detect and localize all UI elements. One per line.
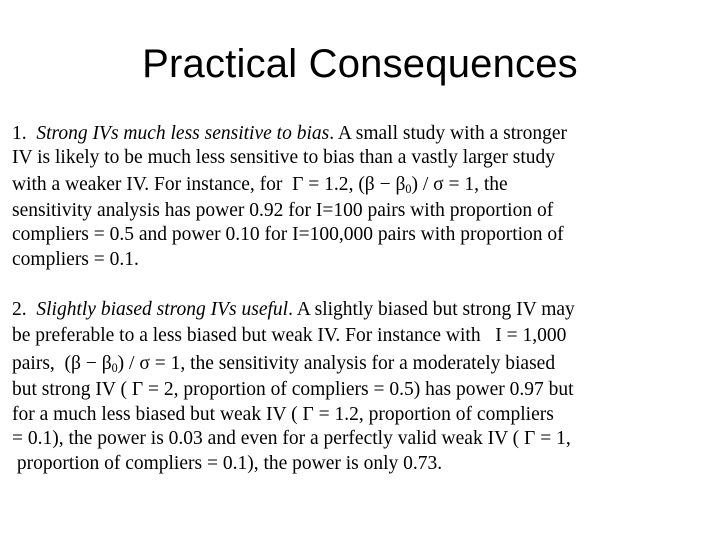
slide-title: Practical Consequences bbox=[142, 42, 578, 86]
point2-line4-end: , proportion of compliers = 0.5) has power 0.97 but bbox=[173, 379, 574, 401]
point2-line5 bbox=[12, 403, 702, 427]
point2-pairs-formula: I = 1,000 bbox=[495, 325, 567, 347]
point2-line1-text: . A slightly biased but strong IV may bbox=[288, 298, 575, 320]
point2-line1 bbox=[12, 298, 702, 322]
point2-number: 2. bbox=[12, 298, 27, 320]
point1-heading: Strong IVs much less sensitive to bias bbox=[36, 123, 330, 144]
point1-line3-text: with a weaker IV. For instance, for bbox=[12, 173, 283, 195]
point1-gamma-formula: Γ = 1.2 bbox=[292, 173, 349, 195]
point2-line4-text: but strong IV ( bbox=[12, 379, 128, 401]
point1-line1-text: . A small study with a stronger bbox=[329, 123, 567, 144]
point2-effect-formula-sub: 0 bbox=[111, 361, 118, 376]
point2-effect-formula bbox=[65, 353, 181, 374]
point1-effect-formula-sub: 0 bbox=[405, 181, 412, 196]
point2-heading: Slightly biased strong IVs useful bbox=[36, 298, 289, 320]
point1-effect-formula-a: (β − β bbox=[358, 173, 406, 195]
point1-line3-end: , the bbox=[474, 173, 508, 195]
point2-gamma-formula-a: Γ = 2 bbox=[131, 379, 174, 401]
point1-line5-text: compliers = 0.5 and power 0.10 for I=100,000 pairs with proportion of bbox=[12, 224, 564, 246]
point2-line7-text: proportion of compliers = 0.1), the power is only 0.73. bbox=[16, 452, 443, 474]
point2-line6-text: = 0.1), the power is 0.03 and even for a perfectly valid weak IV ( bbox=[12, 428, 520, 450]
point1-line1 bbox=[12, 122, 702, 146]
slide-body bbox=[12, 122, 702, 476]
point1-effect-formula-b: ) / σ = 1 bbox=[411, 173, 475, 195]
point2-effect-formula-a: (β − β bbox=[64, 353, 112, 375]
point1-line3-comma: , bbox=[348, 173, 354, 195]
point2-effect-formula-b: ) / σ = 1 bbox=[117, 353, 181, 375]
point1-line2 bbox=[12, 146, 702, 170]
point2-line6-end: , bbox=[565, 428, 571, 450]
point2-line7 bbox=[12, 452, 702, 476]
point1-line5 bbox=[12, 223, 702, 247]
paragraph-gap bbox=[12, 272, 702, 298]
point2-line3-text: pairs, bbox=[12, 353, 55, 375]
point2-line4 bbox=[12, 378, 702, 402]
point1-line6 bbox=[12, 248, 702, 272]
point1-line3 bbox=[12, 171, 702, 199]
point2-line2 bbox=[12, 322, 702, 350]
point2-line6 bbox=[12, 427, 702, 451]
point2-gamma-formula-c: Γ = 1 bbox=[524, 428, 566, 450]
point1-line6-text: compliers = 0.1. bbox=[12, 248, 139, 270]
point1-number: 1. bbox=[12, 123, 27, 144]
point2-line5-text: for a much less biased but weak IV ( bbox=[12, 403, 298, 425]
point1-effect-formula bbox=[358, 174, 474, 195]
point2-line5-end: , proportion of compliers bbox=[358, 403, 554, 425]
point2-line3 bbox=[12, 350, 702, 378]
point2-line3-end: , the sensitivity analysis for a moderately biased bbox=[180, 353, 556, 375]
point1-line4 bbox=[12, 199, 702, 223]
point2-line2-text: be preferable to a less biased but weak IV. For instance with bbox=[12, 325, 481, 347]
point2-gamma-formula-b: Γ = 1.2 bbox=[302, 403, 359, 425]
point1-line2-text: IV is likely to be much less sensitive to bias than a vastly larger study bbox=[12, 147, 556, 169]
point1-line4-text: sensitivity analysis has power 0.92 for I=100 pairs with proportion of bbox=[12, 199, 554, 221]
